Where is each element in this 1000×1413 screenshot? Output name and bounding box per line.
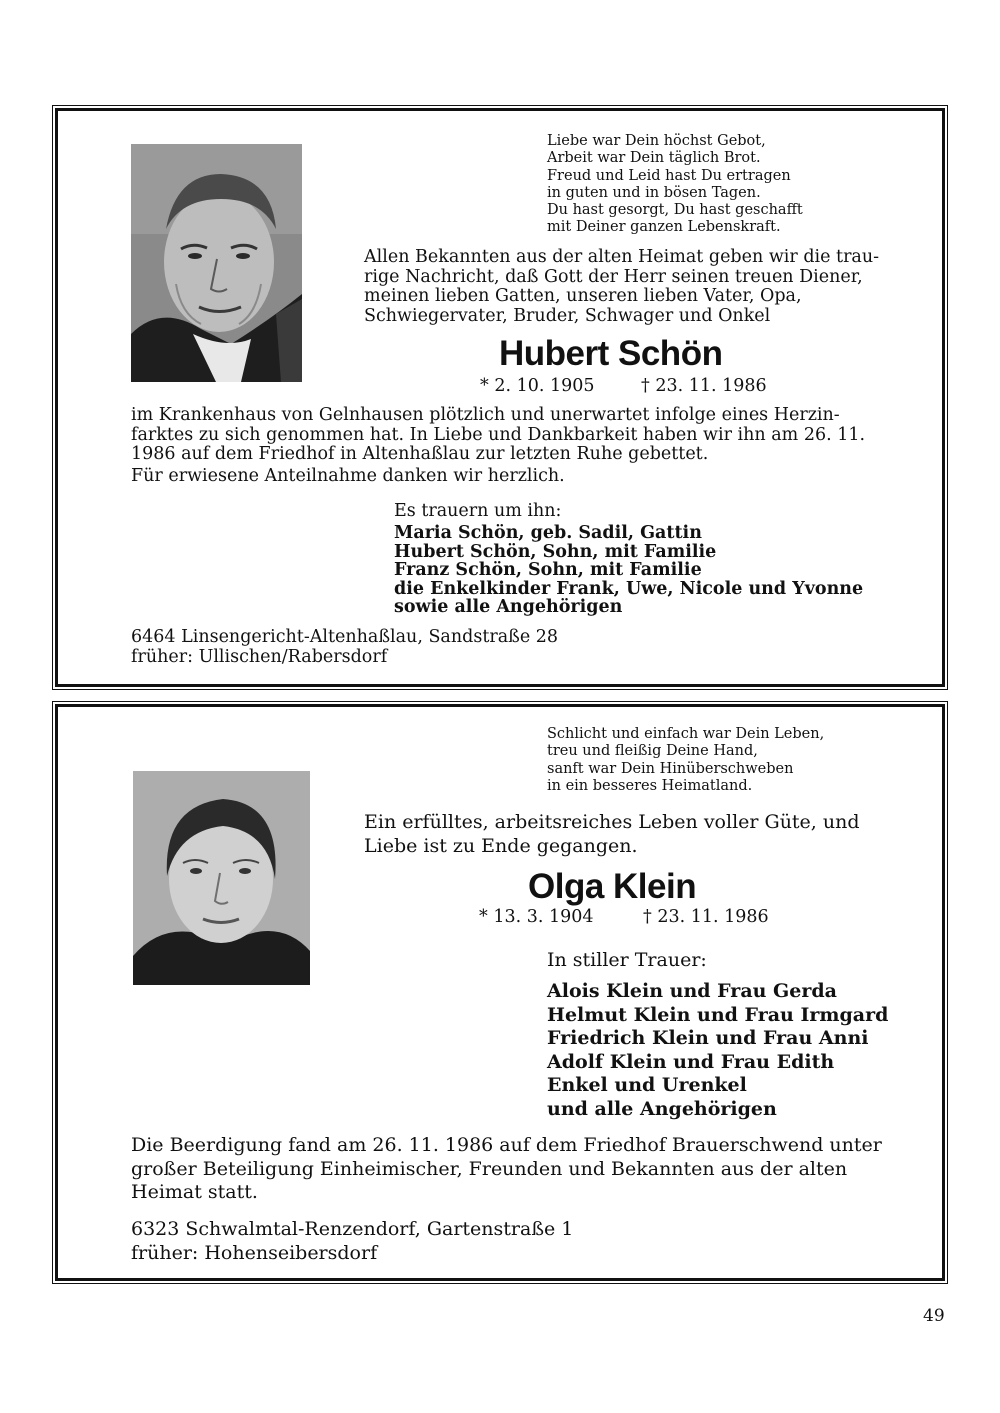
mourner-entry: sowie alle Angehörigen (394, 597, 623, 618)
announcement-line: meinen lieben Gatten, unseren lieben Vater, Opa, (364, 286, 802, 307)
mourner-entry: Adolf Klein und Frau Edith (547, 1050, 835, 1073)
funeral-line: Die Beerdigung fand am 26. 11. 1986 auf dem Friedhof Brauerschwend unter (131, 1134, 882, 1156)
mourner-entry: Enkel und Urenkel (547, 1074, 747, 1096)
address-block (131, 628, 558, 667)
mourner-entry: Helmut Klein und Frau Irmgard (547, 1003, 889, 1026)
announcement-line: Allen Bekannten aus der alten Heimat geben wir die trau- (364, 247, 880, 267)
deceased-name: Olga Klein (528, 867, 697, 906)
announcement-line: Ein erfülltes, arbeitsreiches Leben voller Güte, und (364, 811, 860, 833)
mourners-list (547, 980, 888, 1121)
announcement-line: rige Nachricht, daß Gott der Herr seinen treuen Diener, (364, 266, 863, 287)
mourner-entry: Franz Schön, Sohn, mit Familie (394, 560, 702, 581)
poem-line: in ein besseres Heimatland. (547, 777, 753, 794)
poem-line: Liebe war Dein höchst Gebot, (547, 133, 766, 149)
mourners-list (394, 524, 863, 617)
details-line: im Krankenhaus von Gelnhausen plötzlich und unerwartet infolge eines Herzin- (131, 405, 840, 425)
details-line: farktes zu sich genommen hat. In Liebe und Dankbarkeit haben wir ihn am 26. 11. (131, 424, 866, 445)
announcement-line: Liebe ist zu Ende gegangen. (364, 834, 638, 857)
poem-verse (547, 133, 803, 237)
death-date: † 23. 11. 1986 (643, 907, 769, 927)
poem-line: in guten und in bösen Tagen. (547, 184, 761, 201)
mourner-entry: Alois Klein und Frau Gerda (547, 980, 837, 1002)
funeral-line: großer Beteiligung Einheimischer, Freunden und Bekannten aus der alten (131, 1157, 848, 1180)
birth-date: * 2. 10. 1905 (480, 376, 595, 396)
mourner-entry: Hubert Schön, Sohn, mit Familie (394, 541, 717, 562)
mourner-entry: Maria Schön, geb. Sadil, Gattin (394, 523, 702, 543)
details-line: 1986 auf dem Friedhof in Altenhaßlau zur letzten Ruhe gebettet. (131, 444, 709, 465)
poem-line: Freud und Leid hast Du ertragen (547, 167, 791, 184)
mourners-intro: In stiller Trauer: (547, 949, 707, 971)
poem-line: sanft war Dein Hinüberschweben (547, 760, 794, 777)
page-number: 49 (923, 1306, 945, 1326)
mourner-entry: die Enkelkinder Frank, Uwe, Nicole und Yvonne (394, 578, 864, 599)
obituary-olga-klein (55, 704, 945, 1281)
poem-line: Schlicht und einfach war Dein Leben, (547, 726, 825, 742)
poem-line: mit Deiner ganzen Lebenskraft. (547, 219, 781, 236)
former-residence-line: früher: Ullischen/Rabersdorf (131, 646, 388, 667)
address-line: 6323 Schwalmtal-Renzendorf, Gartenstraße 1 (131, 1218, 574, 1240)
mourner-entry: Friedrich Klein und Frau Anni (547, 1027, 869, 1049)
funeral-line: Heimat statt. (131, 1181, 258, 1203)
mourners-intro: Es trauern um ihn: (394, 501, 562, 521)
announcement-text (364, 248, 879, 326)
details-text (131, 406, 865, 465)
portrait-photo-olga-klein (133, 771, 310, 985)
mourner-entry: und alle Angehörigen (547, 1097, 777, 1120)
former-residence-line: früher: Hohenseibersdorf (131, 1241, 378, 1264)
poem-line: treu und fleißig Deine Hand, (547, 743, 758, 760)
portrait-photo-hubert-schoen (131, 144, 302, 382)
obituary-hubert-schoen (55, 108, 945, 687)
address-block (131, 1218, 573, 1265)
address-line: 6464 Linsengericht-Altenhaßlau, Sandstraße 28 (131, 627, 559, 647)
announcement-text (364, 811, 860, 858)
deceased-name: Hubert Schön (499, 334, 723, 373)
birth-date: * 13. 3. 1904 (479, 907, 594, 927)
poem-line: Arbeit war Dein täglich Brot. (547, 150, 761, 167)
thanks-text: Für erwiesene Anteilnahme danken wir herzlich. (131, 466, 565, 486)
poem-verse (547, 726, 824, 795)
poem-line: Du hast gesorgt, Du hast geschafft (547, 202, 803, 219)
announcement-line: Schwiegervater, Bruder, Schwager und Onkel (364, 305, 771, 326)
funeral-text (131, 1134, 882, 1205)
death-date: † 23. 11. 1986 (641, 376, 767, 396)
